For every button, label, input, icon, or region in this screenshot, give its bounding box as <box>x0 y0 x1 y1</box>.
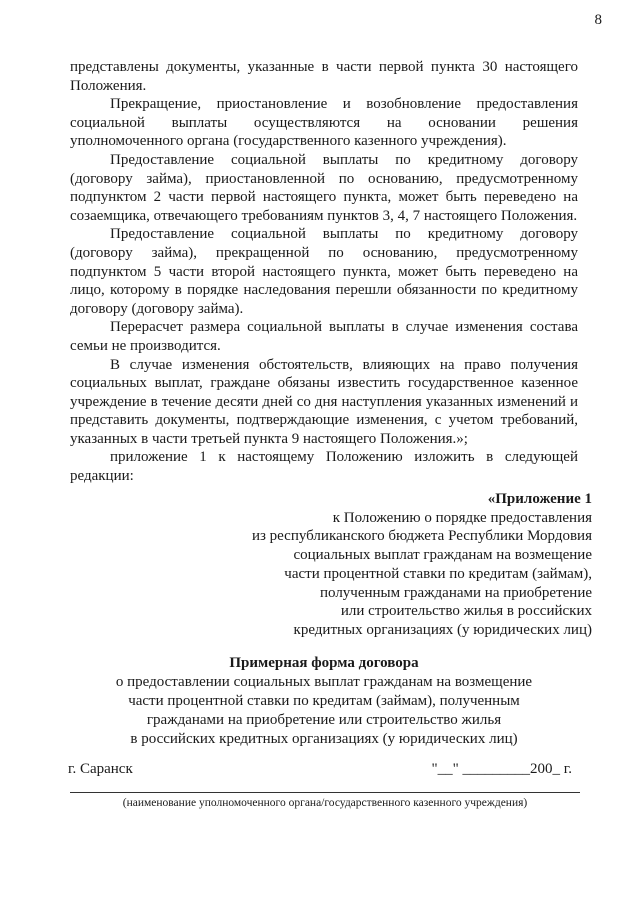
appendix-heading: «Приложение 1 <box>487 491 592 507</box>
paragraph: Прекращение, приостановление и возобновление предоставления социальной выплаты осуществляются на основании решения уполномоченного органа (государственного казенного учреждения). <box>70 96 578 150</box>
appendix-line: части процентной ставки по кредитам (займам), <box>284 565 592 582</box>
form-subtitle-line: в российских кредитных организациях (у юридических лиц) <box>130 731 518 747</box>
paragraph: представлены документы, указанные в части первой пункта 30 настоящего Положения. <box>70 59 578 94</box>
org-name-caption: (наименование уполномоченного органа/государственного казенного учреждения) <box>122 797 528 809</box>
appendix-line: полученным гражданами на приобретение <box>319 584 592 601</box>
paragraph: Предоставление социальной выплаты по кредитному договору (договору займа), прекращенной по основанию, предусмотренному подпунктом 5 части второй настоящего пункта, может быть переведено на лицо, которому в порядке наследования перешли обязанности по кредитному договору (договору займа). <box>70 226 578 317</box>
org-name-line <box>70 792 580 793</box>
appendix-line: из республиканского бюджета Республики Мордовия <box>251 528 592 545</box>
form-title: Примерная форма договора <box>229 655 419 671</box>
page-number: 8 <box>594 12 602 28</box>
paragraph: Перерасчет размера социальной выплаты в случае изменения состава семьи не производится. <box>70 319 578 354</box>
paragraph: Предоставление социальной выплаты по кредитному договору (договору займа), приостановленной по основанию, предусмотренному подпунктом 2 части первой настоящего пункта, может быть переведено на созаемщика, отвечающего требованиям пунктов 3, 4, 7 настоящего Положения. <box>70 151 578 224</box>
appendix-line: к Положению о порядке предоставления <box>332 509 592 526</box>
date-placeholder: "__" _________200_ г. <box>431 761 572 777</box>
appendix-line: или строительство жилья в российских <box>340 603 592 620</box>
city-label: г. Саранск <box>68 761 133 777</box>
body-text <box>70 58 578 486</box>
form-subtitle-line: части процентной ставки по кредитам (займам), полученным <box>128 693 520 709</box>
paragraph: В случае изменения обстоятельств, влияющих на право получения социальных выплат, граждане обязаны известить государственное казенное учреждение в течение десяти дней со дня наступления указанных изменений и представить документы, подтверждающие изменения, с учетом требований, указанных в части третьей пункта 9 настоящего Положения.»; <box>70 356 578 447</box>
appendix-header <box>212 490 592 640</box>
form-title-block <box>70 654 578 749</box>
form-subtitle-line: о предоставлении социальных выплат гражданам на возмещение <box>115 674 533 690</box>
appendix-line: социальных выплат гражданам на возмещение <box>293 547 592 564</box>
paragraph: приложение 1 к настоящему Положению изложить в следующей редакции: <box>70 449 578 485</box>
form-subtitle-line: гражданами на приобретение или строительство жилья <box>146 712 502 728</box>
appendix-line: кредитных организациях (у юридических лиц) <box>293 621 592 638</box>
